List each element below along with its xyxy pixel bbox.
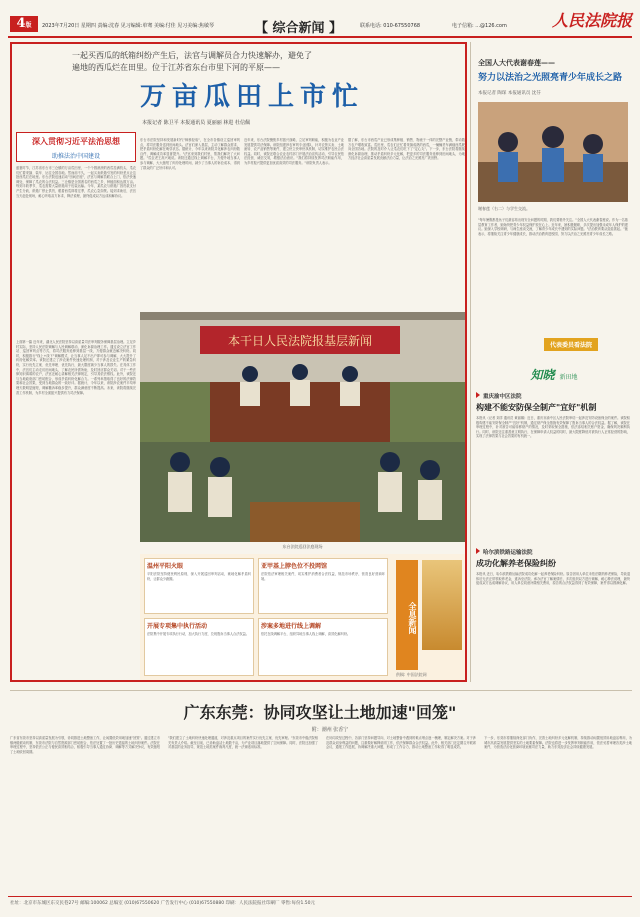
column-divider: [470, 42, 471, 682]
lead-body-col-2: 东台市法院坚持和发展新时代"枫桥经验"，在全市各镇设立巡回审判点，将司法服务送到田间地头。法官们深入基层，主动了解群众需求，把矛盾纠纷化解在萌芽状态。据统计，今年以来该院共化解涉农纠纷数百件，调解成功率显著提升。"法官来到我们村里，帮我们解决了大问题。"瓜农老王高兴地说。该院还通过线上调解平台，方便外地当事人参与调解，大大缩短了纠纷处理时间，减少了当事人的诉讼成本，得到了群众的广泛好评和认可。: [140, 138, 240, 170]
infographic-editor: 供稿: 中国法院网: [396, 672, 427, 677]
bottom-body-col-2: "我们建立了土地纠纷快速处理通道，对涉及重点项目的案件实行优先立案、优先审理。"东莞市中级法院相关负责人介绍。截至目前，已协助盘活土地数千亩，为产业项目落地提供了空间保障。同时，法院还加强了对基层的业务指导，规范土地类案件裁判尺度，统一法律适用标准。: [168, 736, 318, 750]
infographic-card-4-title: 涉案多地进行线上调解: [261, 623, 322, 630]
feature-article-1-tag-text: 重庆渝中区法院: [483, 394, 522, 400]
profile-caption: 谢春莲（右二）与学生交流。: [478, 206, 530, 211]
page-header: [0, 0, 640, 38]
feature-article-1-body: 本报讯（记者 刘洋 通讯员 黄丽娜）近日，重庆市渝中区人民法院审结一起涉及安防设备保全的案件。该院积极构建不能安防保全制产"宜好"机制，通过财产保全措施有效保障了胜诉当事人的合法权益。据了解，该院在审理过程中，针对被告可能转移财产的情况，及时采取保全措施，依法冻结相关账户资金，确保判决顺利执行。同时，该院还注重善意文明执行，在保障申请人权益的同时，最大限度降低对被执行人正常经营的影响，实现了法律效果与社会效果的有机统一。: [476, 416, 630, 439]
bottom-story: [10, 690, 632, 890]
bottom-byline: 附：潮州 张香宁: [311, 727, 349, 733]
feature-article-2-body: 本报讯 近日，哈尔滨铁路运输法院成功化解一起养老保险纠纷。原告因用人单位未依法缴纳养老保险，导致退休后无法正常领取养老金，遂诉至法院。承办法官了解案情后，多次组织双方进行调解，耐心释法说理，最终促成双方达成调解协议，用人单位同意补缴相关费用，原告的合法权益得到了有效保障，案件得以圆满化解。: [476, 572, 630, 586]
lead-body-col-3: 近年来，东台法院聚焦乡村振兴战略，立足审判职能，积极为农业产业发展提供司法保障。该院组建涉农审判专业团队，针对农资买卖、土地流转、农产品销售等案件，建立快立快审快执机制，切实维护农民合法权益。同时，该院还联合农业农村部门开展法治宣传活动，引导农民依法经营、诚信交易，增强法治意识。"我们将持续发挥司法职能作用，为乡村振兴提供更加优质高效的司法服务。"该院负责人表示。: [244, 138, 344, 165]
feature-column: 新田地: [559, 374, 578, 381]
feature-logo: [514, 364, 594, 388]
profile-title: 努力以法治之光照亮青少年成长之路: [478, 73, 623, 83]
classroom-image: [478, 102, 628, 202]
infographic-card-1-title: 温州平阳火眼: [147, 563, 184, 570]
lead-story-box: [10, 42, 467, 682]
right-feature: [474, 364, 632, 682]
infographic-card-3: 开展专项集中执行活动 法院集中开展专项执行行动，加大执行力度，兑现胜诉当事人合法权益。: [144, 618, 254, 676]
feature-article-1-tag: [476, 392, 522, 400]
feature-article-2-tag-text: 哈尔滨铁路运输法院: [483, 550, 533, 556]
bottom-body-col-1: 广东省东莞市坚持以高质量发展为引领，协同推进土地整备工作，让闲置低效用地加速"回笼"。通过建立市镇两级联动机制，东莞市法院与自然资源部门密切配合，依法处置了一批历史遗留的土地纠纷案件。法院在审理过程中，坚持依法公正与便民高效相结合，积极引导当事人通过协商、调解等方式解决争议，有效缩短了土地收回周期。: [10, 736, 160, 754]
feature-article-2-title: 成功化解养老保险纠纷: [476, 558, 556, 568]
profile-byline: 本报记者 陶琛 本报通讯员 沈芬: [478, 91, 541, 96]
feature-article-1-title: 构建不能安防保全制产"宜好"机制: [476, 402, 597, 412]
lead-byline: 本报记者 陈卫平 本报通讯员 夏丽丽 林进 杜信佩: [142, 120, 250, 126]
newspaper-logo: 人民法院报: [552, 11, 633, 30]
bottom-rule: [10, 690, 632, 691]
lead-photo-caption: 东台法院巡回法庭现场: [282, 544, 323, 549]
subhead-line-1: 深入贯彻习近平法治思想: [32, 136, 120, 146]
header-meta-right-2: 电子信箱: ...@126.com: [452, 23, 507, 29]
page-number-badge: [10, 16, 38, 32]
section-title: 【 综合新闻 】: [255, 21, 343, 36]
infographic: [140, 554, 465, 680]
lead-kicker: 一起买西瓜的纸箱纠纷产生后，法官与调解员合力快速解办，避免了: [72, 51, 312, 60]
right-profile: [474, 42, 632, 360]
banner-text: 本干日人民法院报基层新闻: [227, 334, 373, 348]
infographic-card-1: 温州平阳火眼 平阳法院坚持便民利民原则，深入开展巡回审判活动，就地化解矛盾纠纷，让群众少跑腿。: [144, 558, 254, 614]
infographic-card-2-title: 亚甲基上脖色位不投网馆: [261, 563, 328, 570]
lead-photo: [140, 312, 465, 542]
header-meta-right-1: 联系电话: 010-67550768: [360, 23, 421, 29]
lead-body-col-5: 上面第一篇 近年来，湖北人民法院坚持以高质量司法审判服务保障基层治理。立足乡村实际，坚持人民法院调解与人民调解联动，深化诉源治理工作。通过设立法官工作站、巡回审判点等方式，将司法服务延伸到基层一线，方便群众就近解决纠纷。同时，积极推行"线上+线下"调解模式，让当事人足不出户即可参与调解，大大提升了纠纷化解效率。该院还建立了涉农案件快速处理机制，对于涉及农业生产的紧急纠纷，实行优先立案、优先审理、优先执行，最大限度减少当事人的损失。在具体工作中，法官们主动走访田间地头，了解农民所需所盼，及时回应群众关切。对于一些法律知识薄弱的农户，法官还耐心讲解相关法律规定，引导其依法维权。此外，该院还与当地政府部门密切配合，形成矛盾纠纷化解合力。一系列举措取得了良好的法律效果和社会效果，受到当地群众的一致好评。据统计，今年以来，该院涉农案件平均审理天数明显缩短，调解撤诉率稳步提升，群众满意度不断提高。未来，该院将继续完善工作机制，为乡村全面振兴提供有力司法保障。: [16, 340, 136, 395]
lead-body-col-1: 盛夏时节，江苏省东台市三仓镇的万亩瓜田里，一个个圆滚滚的西瓜挂满枝头，瓜农们忙着采摘、装车、运往全国各地。然而前不久，一起买卖纸箱引发的纠纷差点让这批西瓜烂在地里。东台法院迅速启动"田间法庭"，法官与调解员联合上门，依法快速调处，保障了瓜农的合法权益。三仓镇是全国著名的西瓜之乡，种植面积达数万亩。每到丰收季节，瓜农需要大量纸箱用于包装运输。今年，某瓜农与纸箱厂因货款支付产生分歧，纸箱厂停止供货，眼看西瓜即将过季，瓜农心急如焚。接到求助后，法官当天赶赴现场，耐心听取双方诉求，释法说理，最终促成双方达成和解协议。: [16, 166, 136, 198]
bottom-title: 广东东莞：协同攻坚让土地加速"回笼": [183, 703, 457, 722]
profile-label: 代表委员看法院: [544, 338, 598, 351]
page-number: 4: [16, 16, 26, 31]
profile-photo: [478, 102, 628, 202]
lead-title: 万亩瓜田上市忙: [139, 82, 364, 112]
infographic-card-3-title: 开展专项集中执行活动: [147, 623, 208, 630]
courtroom-scene-image: [140, 312, 465, 542]
bottom-body-col-4: 下一步，东莞市将继续深化部门协作，完善土地纠纷多元化解机制，持续推动闲置低效用地盘活利用，为城市高质量发展提供坚实的土地要素保障。法院也将进一步发挥审判职能作用，依法妥善审理各类涉土地案件，为营造法治化营商环境贡献司法力量，助力东莞经济社会持续健康发展。: [484, 736, 632, 750]
feature-article-2-tag: [476, 548, 533, 556]
infographic-building-image: [422, 560, 462, 650]
header-meta-left: 2023年7月20日 星期四 责编:沈春 见习编辑:单骞 美编:付佳 见习美编:焦敏琴: [42, 23, 214, 29]
feature-logo-text: 知晓: [530, 368, 555, 382]
subhead-box: [16, 132, 136, 162]
lead-kicker-2: 遍地的西瓜烂在田里。位于江苏省东台市里下河的平原——: [72, 63, 280, 72]
bottom-body-col-3: 在协同攻坚过程中，各部门坚持问题导向，对土地整备中遇到的难点堵点逐一梳理，制定解决方案。对于涉及群众切身利益的问题，注重做好解释说明工作，依法保障群众合法权益。此外，相关部门还定期召开联席会议，通报工作进展，协调解决重大问题，形成了工作合力，推动土地整备工作取得了明显成效。: [326, 736, 476, 750]
footer-rule: [8, 896, 632, 897]
infographic-card-2: 亚甲基上脖色位不投网馆 法院依法审理相关案件，切实维护消费者合法权益，规范市场秩序，营造良好营商环境。: [258, 558, 388, 614]
profile-kicker: 全国人大代表谢春莲——: [478, 59, 555, 67]
page-suffix: 版: [25, 22, 32, 29]
lead-body-col-4: 据了解，东台市西瓜产业已形成集种植、销售、物流于一体的完整产业链，带动数万农户增收致富。瓜田里，瓜农们正忙着采摘成熟的西瓜，一辆辆货车满载西瓜驶向全国各地。法院的及时介入让瓜农们吃下了"定心丸"。下一步，东台法院将继续深化诉源治理，推动矛盾纠纷多元化解，把更多的司法服务延伸到田间地头，为地方经济社会高质量发展贡献法治力量，让法治之光照亮广袤田野。: [348, 138, 465, 161]
footer-text: 社址：北京市东城区东交民巷27号 邮编:100062 总编室 (010)67550620 广告发行中心 (010)67550880 印刷：人民法院报社印刷厂 零售:每份1.50元: [10, 901, 315, 906]
infographic-card-4: 涉案多地进行线上调解 依托在线调解平台，组织异地当事人线上调解，高效化解纠纷。: [258, 618, 388, 676]
infographic-side-label: 全息新闻: [396, 560, 418, 670]
profile-body: "每年暑假都是孩子们最容易出现安全问题的时期，我们要格外关注。"全国人大代表谢春莲说。作为一名基层教育工作者，她始终把青少年权益保护放在心上。近年来，她积极履职，多次提出加强未成年人保护的建议。她深入学校调研，与师生座谈交流，了解青少年成长中遇到的实际问题。"法治教育要从娃娃抓起。"她表示，将继续关注青少年健康成长，推动法治教育进校园，努力以法治之光照亮青少年成长之路。: [478, 218, 628, 236]
header-rule: [8, 36, 632, 38]
subhead-line-2: 助推法治中国建设: [51, 153, 100, 160]
